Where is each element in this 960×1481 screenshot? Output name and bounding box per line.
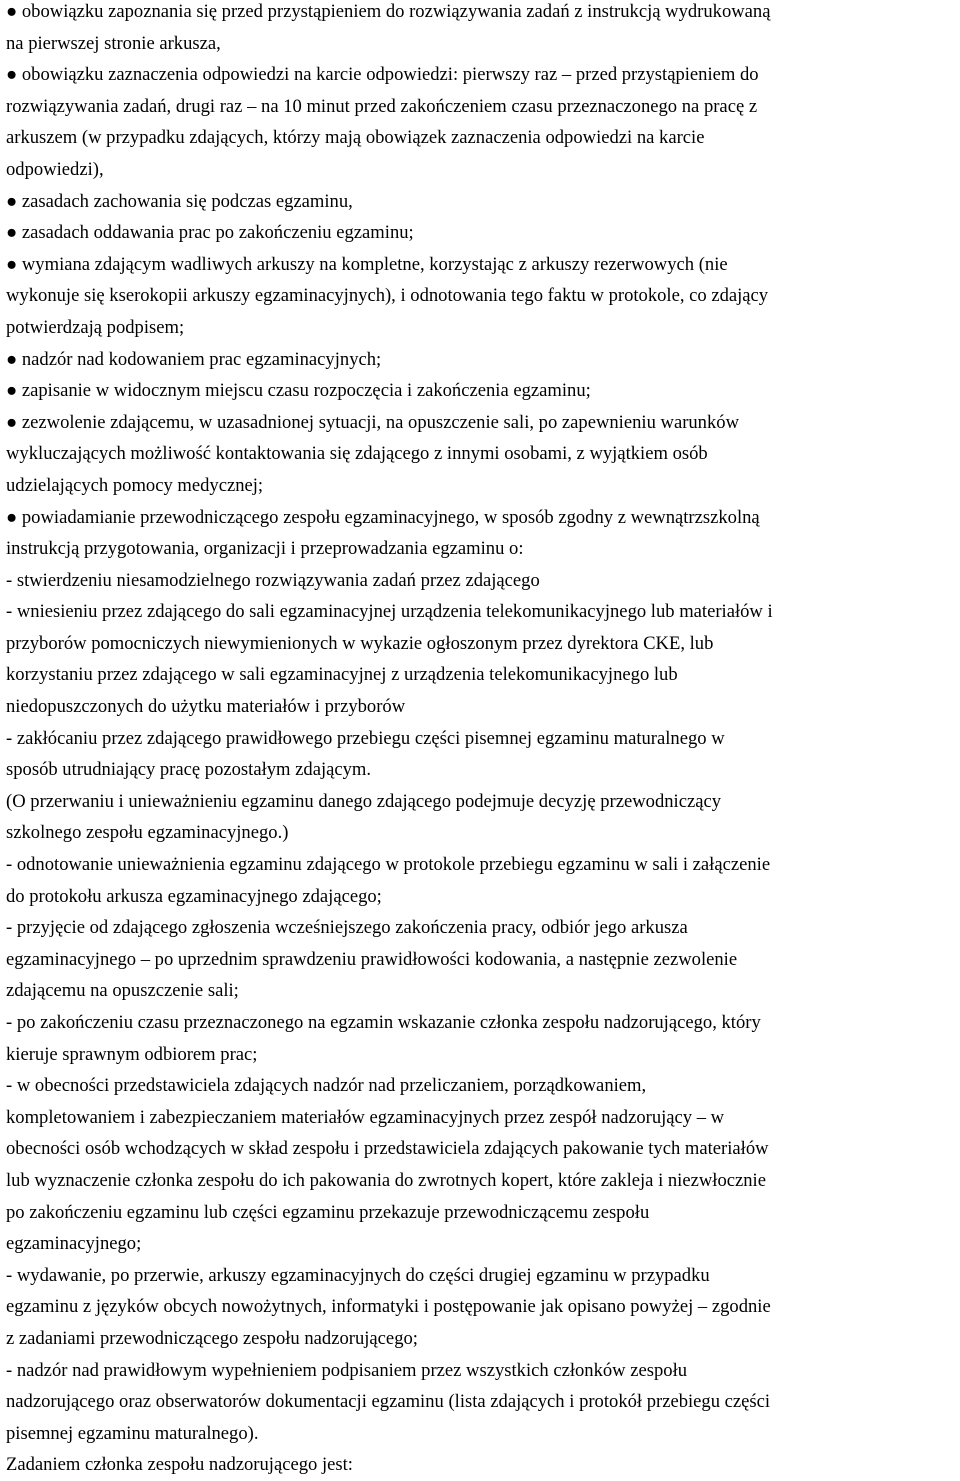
text-line: wykluczających możliwość kontaktowania się zdającego z innymi osobami, z wyjątkiem osób	[6, 443, 708, 465]
text-line: - wydawanie, po przerwie, arkuszy egzaminacyjnych do części drugiej egzaminu w przypadku	[6, 1264, 710, 1286]
paragraph	[6, 1007, 960, 1070]
paragraph	[6, 912, 960, 1007]
text-line: - odnotowanie unieważnienia egzaminu zdającego w protokole przebiegu egzaminu w sali i załączenie	[6, 854, 771, 876]
paragraph	[6, 596, 960, 722]
text-line: ● zapisanie w widocznym miejscu czasu rozpoczęcia i zakończenia egzaminu;	[6, 380, 591, 402]
text-line: (O przerwaniu i unieważnieniu egzaminu danego zdającego podejmuje decyzję przewodniczący	[6, 790, 722, 812]
text-line: egzaminacyjnego – po uprzednim sprawdzeniu prawidłowości kodowania, a następnie zezwolenie	[6, 948, 738, 970]
text-line: pisemnej egzaminu maturalnego).	[6, 1422, 259, 1444]
paragraph	[6, 59, 960, 185]
text-line: szkolnego zespołu egzaminacyjnego.)	[6, 822, 289, 844]
text-line: instrukcją przygotowania, organizacji i przeprowadzania egzaminu o:	[6, 538, 524, 560]
text-line: rozwiązywania zadań, drugi raz – na 10 minut przed zakończeniem czasu przeznaczonego na pracę z	[6, 95, 758, 117]
text-line: ● wymiana zdającym wadliwych arkuszy na kompletne, korzystając z arkuszy rezerwowych (nie	[6, 253, 728, 275]
text-line: ● zasadach oddawania prac po zakończeniu egzaminu;	[6, 222, 414, 244]
text-line: kieruje sprawnym odbiorem prac;	[6, 1043, 258, 1065]
paragraph	[6, 186, 960, 218]
text-line: potwierdzają podpisem;	[6, 316, 185, 338]
paragraph	[6, 502, 960, 565]
paragraph	[6, 0, 960, 59]
text-line: wykonuje się kserokopii arkuszy egzaminacyjnych), i odnotowania tego faktu w protokole, co zdający	[6, 285, 769, 307]
paragraph	[6, 1449, 960, 1481]
text-line: - zakłócaniu przez zdającego prawidłowego przebiegu części pisemnej egzaminu maturalnego w	[6, 727, 725, 749]
paragraph	[6, 375, 960, 407]
paragraph	[6, 786, 960, 849]
text-line: egzaminu z języków obcych nowożytnych, informatyki i postępowanie jak opisano powyżej – zgodnie	[6, 1296, 771, 1318]
paragraph	[6, 565, 960, 597]
text-line: Zadaniem członka zespołu nadzorującego jest:	[6, 1454, 353, 1476]
text-line: lub wyznaczenie członka zespołu do ich pakowania do zwrotnych kopert, które zakleja i niezwłocznie	[6, 1169, 766, 1191]
text-line: ● nadzór nad kodowaniem prac egzaminacyjnych;	[6, 348, 382, 370]
text-line: - stwierdzeniu niesamodzielnego rozwiązywania zadań przez zdającego	[6, 569, 540, 591]
paragraph	[6, 849, 960, 912]
paragraph	[6, 723, 960, 786]
paragraph	[6, 1070, 960, 1260]
text-line: ● zasadach zachowania się podczas egzaminu,	[6, 190, 353, 212]
text-line: odpowiedzi),	[6, 158, 104, 180]
text-line: egzaminacyjnego;	[6, 1233, 142, 1255]
paragraph	[6, 249, 960, 344]
text-line: korzystaniu przez zdającego w sali egzaminacyjnej z urządzenia telekomunikacyjnego lub	[6, 664, 678, 686]
text-line: zdającemu na opuszczenie sali;	[6, 980, 239, 1002]
paragraph	[6, 1355, 960, 1450]
text-line: arkuszem (w przypadku zdających, którzy mają obowiązek zaznaczenia odpowiedzi na karcie	[6, 127, 705, 149]
paragraph	[6, 344, 960, 376]
text-line: do protokołu arkusza egzaminacyjnego zdającego;	[6, 885, 382, 907]
text-line: ● powiadamianie przewodniczącego zespołu egzaminacyjnego, w sposób zgodny z wewnątrzszkolną	[6, 506, 760, 528]
text-line: nadzorującego oraz obserwatorów dokumentacji egzaminu (lista zdających i protokół przebiegu części	[6, 1391, 771, 1413]
text-line: niedopuszczonych do użytku materiałów i przyborów	[6, 696, 406, 718]
text-line: ● obowiązku zaznaczenia odpowiedzi na karcie odpowiedzi: pierwszy raz – przed przystąpieniem do	[6, 64, 759, 86]
text-line: ● zezwolenie zdającemu, w uzasadnionej sytuacji, na opuszczenie sali, po zapewnieniu warunków	[6, 411, 740, 433]
text-line: ● obowiązku zapoznania się przed przystąpieniem do rozwiązywania zadań z instrukcją wydrukowaną	[6, 1, 771, 22]
text-line: - wniesieniu przez zdającego do sali egzaminacyjnej urządzenia telekomunikacyjnego lub materiałów i	[6, 601, 773, 623]
text-line: z zadaniami przewodniczącego zespołu nadzorującego;	[6, 1327, 418, 1349]
text-line: sposób utrudniający pracę pozostałym zdającym.	[6, 759, 372, 781]
text-line: - przyjęcie od zdającego zgłoszenia wcześniejszego zakończenia pracy, odbiór jego arkusza	[6, 917, 688, 939]
text-line: - po zakończeniu czasu przeznaczonego na egzamin wskazanie członka zespołu nadzorującego, który	[6, 1012, 761, 1033]
paragraph	[6, 1260, 960, 1355]
paragraph	[6, 217, 960, 249]
text-line: na pierwszej stronie arkusza,	[6, 32, 221, 54]
text-line: udzielających pomocy medycznej;	[6, 474, 264, 496]
text-line: po zakończeniu egzaminu lub części egzaminu przekazuje przewodniczącemu zespołu	[6, 1201, 650, 1223]
text-line: obecności osób wchodzących w skład zespołu i przedstawiciela zdających pakowanie tych materiałów	[6, 1138, 769, 1160]
paragraph	[6, 407, 960, 502]
text-line: kompletowaniem i zabezpieczaniem materiałów egzaminacyjnych przez zespół nadzorujący – w	[6, 1106, 725, 1128]
text-line: - w obecności przedstawiciela zdających nadzór nad przeliczaniem, porządkowaniem,	[6, 1075, 647, 1097]
text-line: przyborów pomocniczych niewymienionych w wykazie ogłoszonym przez dyrektora CKE, lub	[6, 632, 714, 654]
text-line: - nadzór nad prawidłowym wypełnieniem podpisaniem przez wszystkich członków zespołu	[6, 1359, 688, 1381]
